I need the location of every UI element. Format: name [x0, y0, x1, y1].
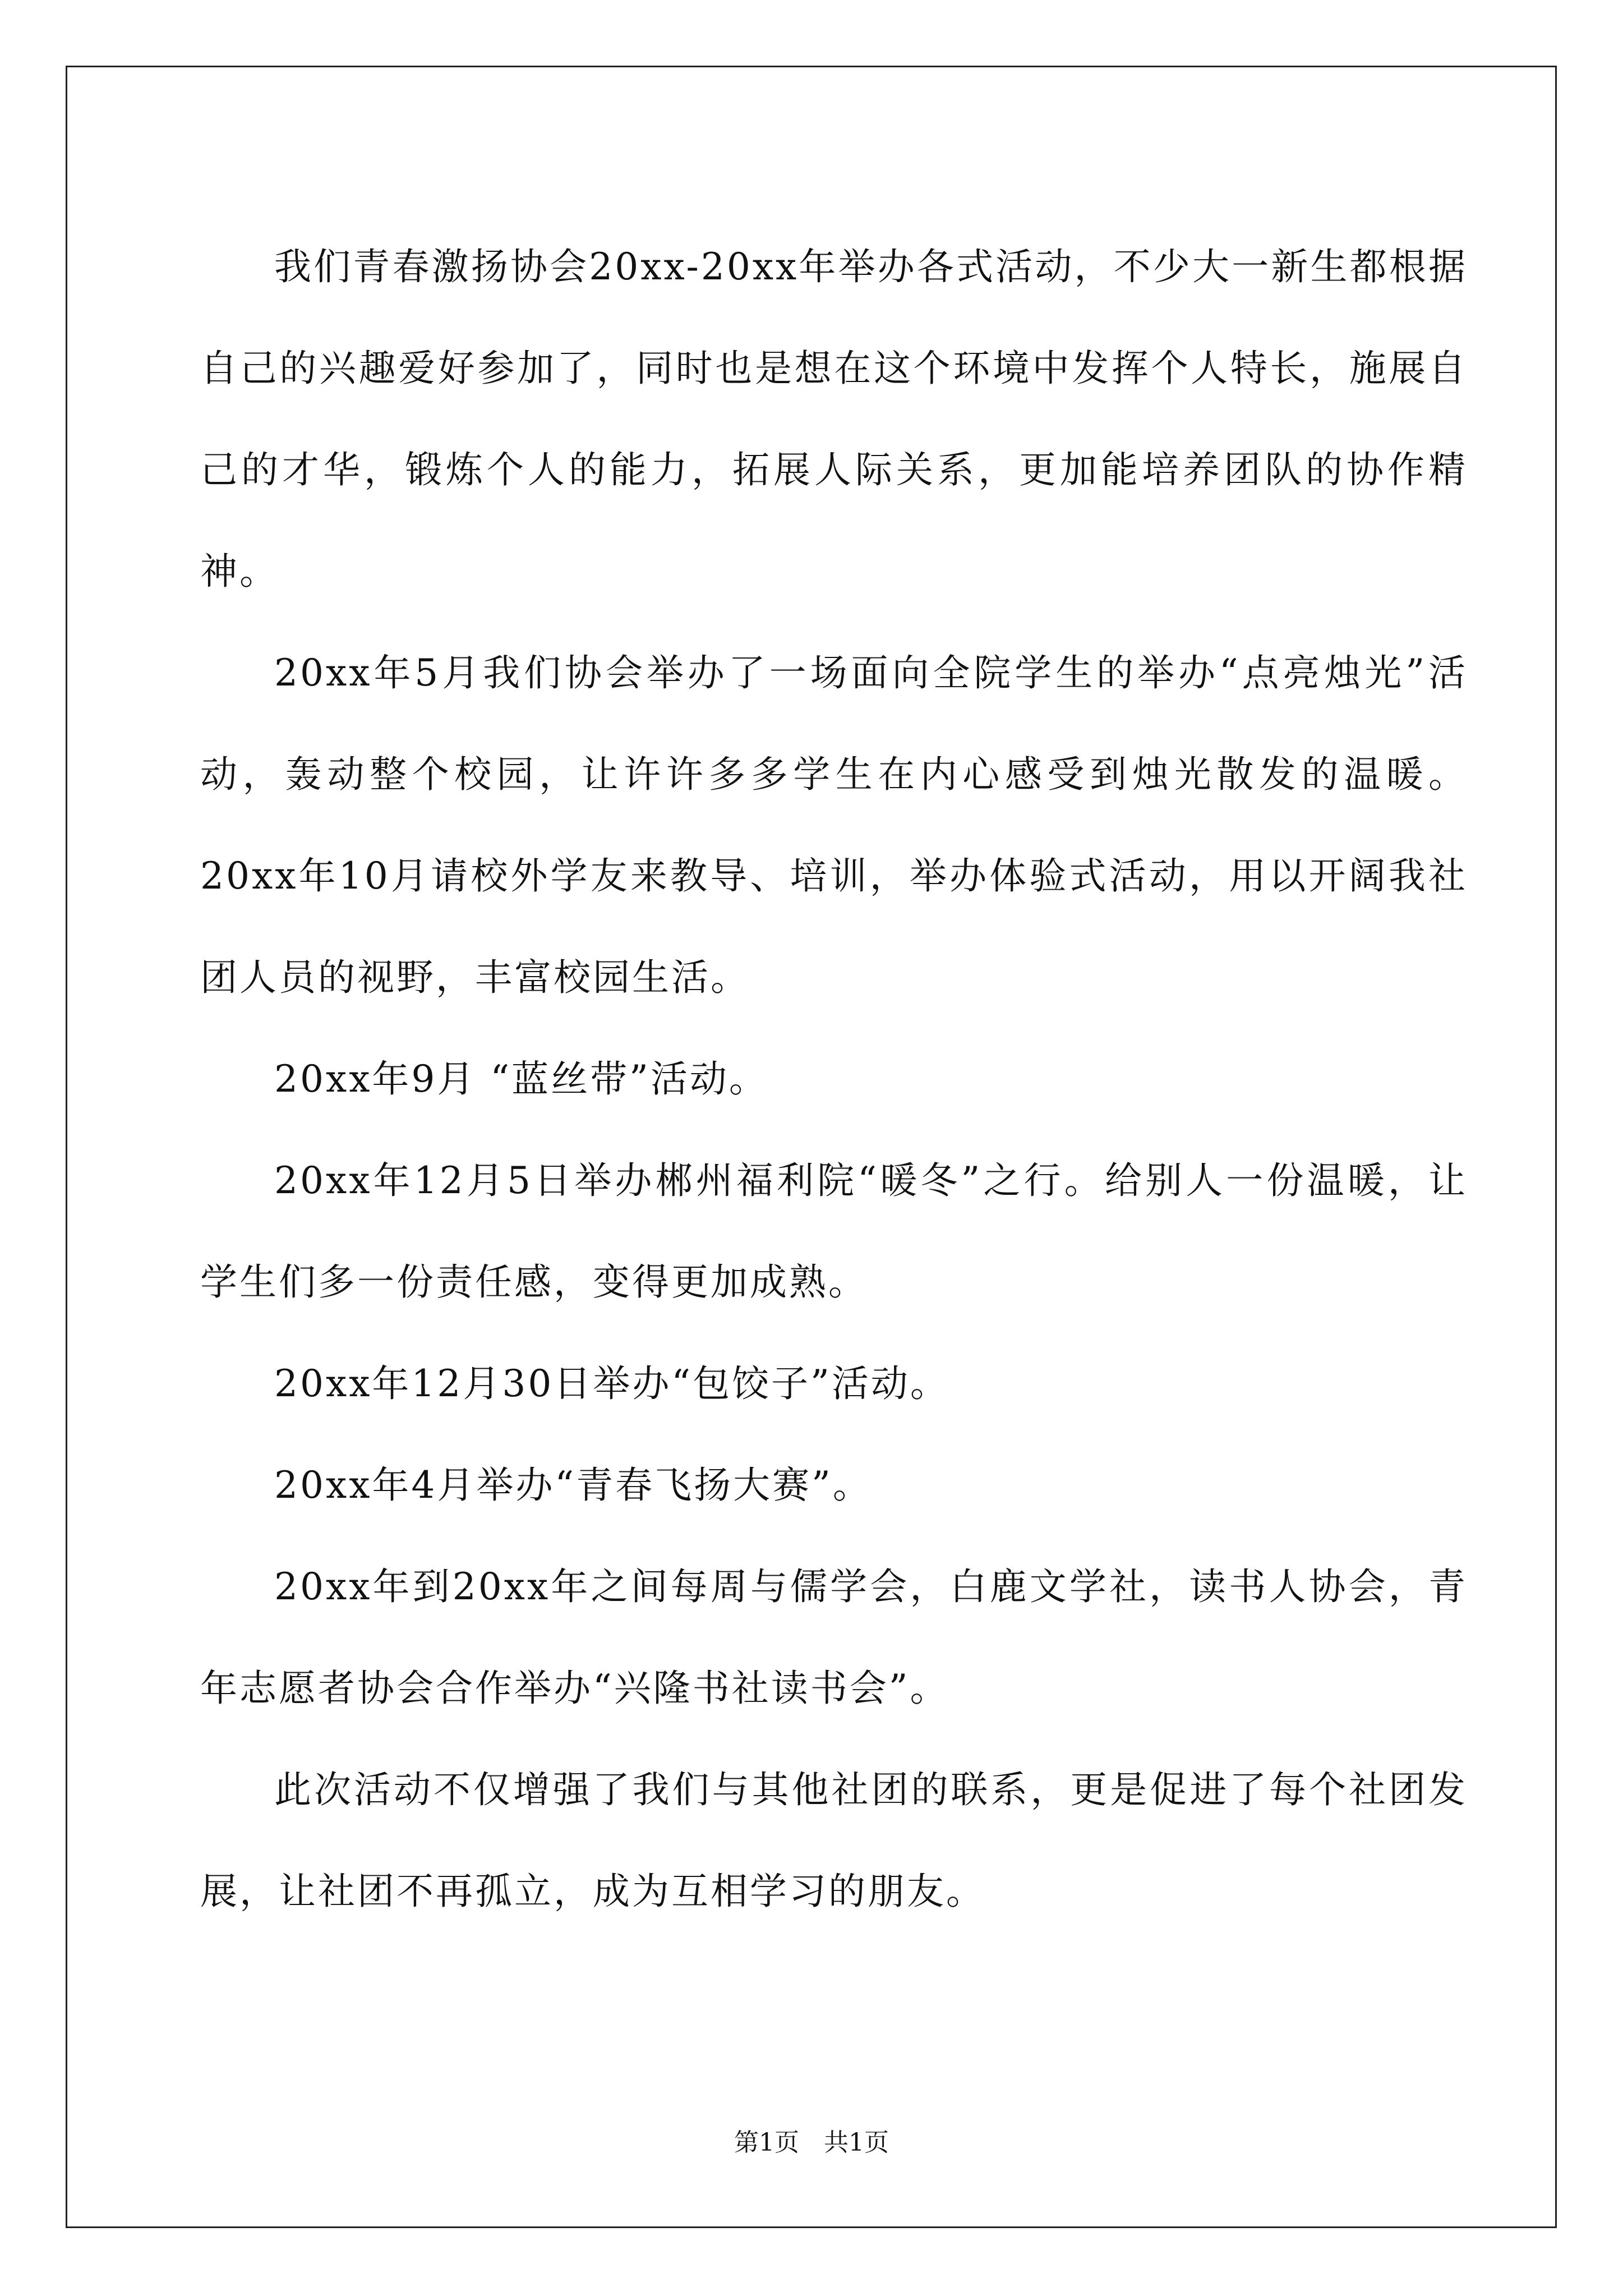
paragraph-7: 20xx年到20xx年之间每周与儒学会，白鹿文学社，读书人协会，青年志愿者协会合作举办“兴隆书社读书会”。	[200, 1565, 1468, 1710]
paragraph-2: 20xx年5月我们协会举办了一场面向全院学生的举办“点亮烛光”活动，轰动整个校园，让许许多多学生在内心感受到烛光散发的温暖。20xx年10月请校外学友来教导、培训，举办体验式活动，用以开阔我社团人员的视野，丰富校园生活。	[200, 651, 1468, 999]
paragraph-4: 20xx年12月5日举办郴州福利院“暖冬”之行。给别人一份温暖，让学生们多一份责任感，变得更加成熟。	[200, 1159, 1468, 1304]
paragraph-3: 20xx年9月 “蓝丝带”活动。	[274, 1057, 768, 1101]
paragraph-5: 20xx年12月30日举办“包饺子”活动。	[274, 1362, 949, 1405]
page-number-footer: 第1页 共1页	[734, 2128, 889, 2157]
paragraph-1: 我们青春激扬协会20xx-20xx年举办各式活动，不少大一新生都根据自己的兴趣爱好参加了，同时也是想在这个环境中发挥个人特长，施展自己的才华，锻炼个人的能力，拓展人际关系，更加能培养团队的协作精神。	[200, 245, 1468, 593]
paragraph-6: 20xx年4月举办“青春飞扬大赛”。	[274, 1464, 872, 1507]
paragraph-8: 此次活动不仅增强了我们与其他社团的联系，更是促进了每个社团发展，让社团不再孤立，成为互相学习的朋友。	[200, 1768, 1468, 1913]
document-body	[200, 216, 1468, 1942]
